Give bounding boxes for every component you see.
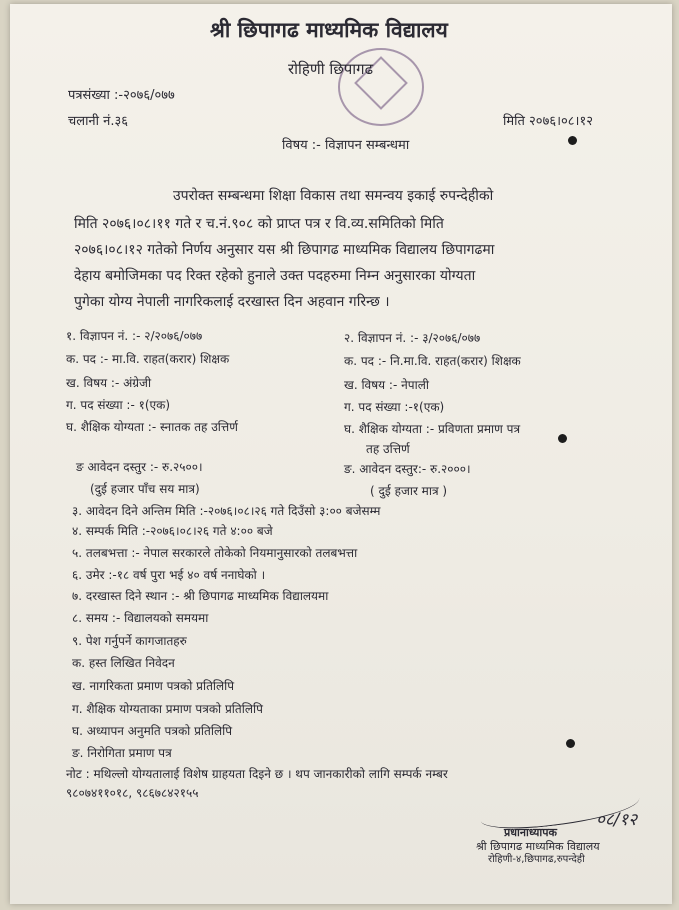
ad-right-count: ग. पद संख्या :-१(एक) <box>344 400 445 414</box>
documents-heading: ९. पेश गर्नुपर्ने कागजातहरु <box>72 634 187 648</box>
school-address: रोहिणी छिपागढ <box>288 60 374 78</box>
signature-date: ०८/१२ <box>596 810 638 830</box>
ad-right-subject: ख. विषय :- नेपाली <box>344 378 429 392</box>
ad-right-post: क. पद :- नि.मा.वि. राहत(करार) शिक्षक <box>344 354 521 368</box>
document-item: ख. नागरिकता प्रमाण पत्रको प्रतिलिपि <box>72 679 235 693</box>
ink-dot <box>568 136 577 145</box>
dispatch-number: चलानी नं.३६ <box>68 114 129 129</box>
body-line: देहाय बमोजिमका पद रिक्त रहेको हुनाले उक्त पदहरुमा निम्न अनुसारका योग्यता <box>74 268 476 284</box>
ink-dot <box>566 739 575 748</box>
age: ६. उमेर :-१८ वर्ष पुरा भई ४० वर्ष ननाघेको । <box>72 568 266 582</box>
ad-left-fee-words: (दुई हजार पाँच सय मात्र) <box>90 482 200 496</box>
body-line: २०७६।०८।१२ गतेको निर्णय अनुसार यस श्री छिपागढ माध्यमिक विद्यालय छिपागढमा <box>74 242 495 258</box>
ad-right-qualification: घ. शैक्षिक योग्यता :- प्रविणता प्रमाण पत्र <box>344 422 521 436</box>
ad-left-qualification: घ. शैक्षिक योग्यता :- स्नातक तह उत्तिर्ण <box>66 420 238 434</box>
ink-dot <box>558 434 567 443</box>
ad-left-number: १. विज्ञापन नं. :- २/२०७६/०७७ <box>66 329 203 343</box>
document-item: घ. अध्यापन अनुमति पत्रको प्रतिलिपि <box>72 724 233 738</box>
document-item: ङ. निरोगिता प्रमाण पत्र <box>72 746 172 760</box>
time: ८. समय :- विद्यालयको समयमा <box>72 611 209 625</box>
application-place: ७. दरखास्त दिने स्थान :- श्री छिपागढ माध्यमिक विद्यालयमा <box>72 589 329 603</box>
signatory-designation: प्रधानाध्यापक <box>504 826 557 839</box>
body-line: उपरोक्त सम्बन्धमा शिक्षा विकास तथा समन्वय इकाई रुपन्देहीको <box>173 188 494 204</box>
body-line: मिति २०७६।०८।११ गते र च.नं.९०८ को प्राप्त पत्र र वि.व्य.समितिको मिति <box>74 216 444 232</box>
document-page <box>10 4 672 904</box>
document-item: ग. शैक्षिक योग्यताका प्रमाण पत्रको प्रतिलिपि <box>72 702 263 716</box>
letter-date: मिति २०७६।०८।१२ <box>503 114 593 129</box>
phone-numbers: ९८०७४११०१८, ९८६७८४२१५५ <box>66 786 199 800</box>
ad-left-post: क. पद :- मा.वि. राहत(करार) शिक्षक <box>66 352 230 366</box>
subject: विषय :- विज्ञापन सम्बन्धमा <box>282 138 410 153</box>
ad-right-fee-words: ( दुई हजार मात्र ) <box>370 484 448 498</box>
body-line: पुगेका योग्य नेपाली नागरिकलाई दरखास्त दिन अहवान गरिन्छ । <box>74 294 390 310</box>
ad-right-number: २. विज्ञापन नं. :- ३/२०७६/०७७ <box>344 331 481 345</box>
signatory-address: रोहिणी-४,छिपागढ,रुपन्देही <box>488 854 585 865</box>
signatory-school: श्री छिपागढ माध्यमिक विद्यालय <box>476 840 600 853</box>
school-name: श्री छिपागढ माध्यमिक विद्यालय <box>210 18 448 42</box>
contact-date: ४. सम्पर्क मिति :-२०७६।०८।२६ गते ४:०० बजे <box>72 524 273 538</box>
salary: ५. तलबभत्ता :- नेपाल सरकारले तोकेको नियमानुसारको तलबभत्ता <box>72 546 358 560</box>
note: नोट : मथिल्लो योग्यतालाई विशेष ग्राहयता दिइने छ । थप जानकारीको लागि सम्पर्क नम्बर <box>66 767 448 781</box>
document-item: क. हस्त लिखित निवेदन <box>72 656 175 670</box>
ad-left-count: ग. पद संख्या :- १(एक) <box>66 398 171 412</box>
ad-left-fee: ङ आवेदन दस्तुर :- रु.२५००। <box>76 460 203 474</box>
deadline: ३. आवेदन दिने अन्तिम मिति :-२०७६।०८।२६ गते दिउँसो ३:०० बजेसम्म <box>72 504 381 518</box>
ad-right-qualification-cont: तह उत्तिर्ण <box>366 442 410 456</box>
ad-left-subject: ख. विषय :- अंग्रेजी <box>66 376 152 390</box>
ad-right-fee: ङ. आवेदन दस्तुर:- रु.२०००। <box>344 462 471 476</box>
letter-number: पत्रसंख्या :-२०७६/०७७ <box>68 88 175 103</box>
